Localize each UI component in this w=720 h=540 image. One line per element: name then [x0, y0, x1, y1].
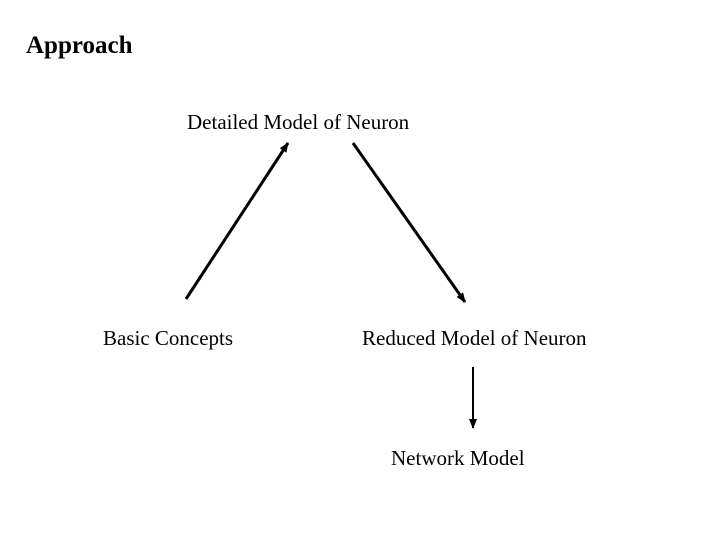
node-basic-concepts: Basic Concepts — [103, 326, 234, 350]
arrow-detailed-to-reduced — [353, 143, 465, 302]
arrow-basic-to-detailed — [186, 143, 288, 299]
node-network-model: Network Model — [391, 446, 525, 470]
node-reduced-model: Reduced Model of Neuron — [362, 326, 587, 350]
slide-title: Approach — [26, 32, 133, 59]
node-detailed-model: Detailed Model of Neuron — [187, 110, 410, 134]
